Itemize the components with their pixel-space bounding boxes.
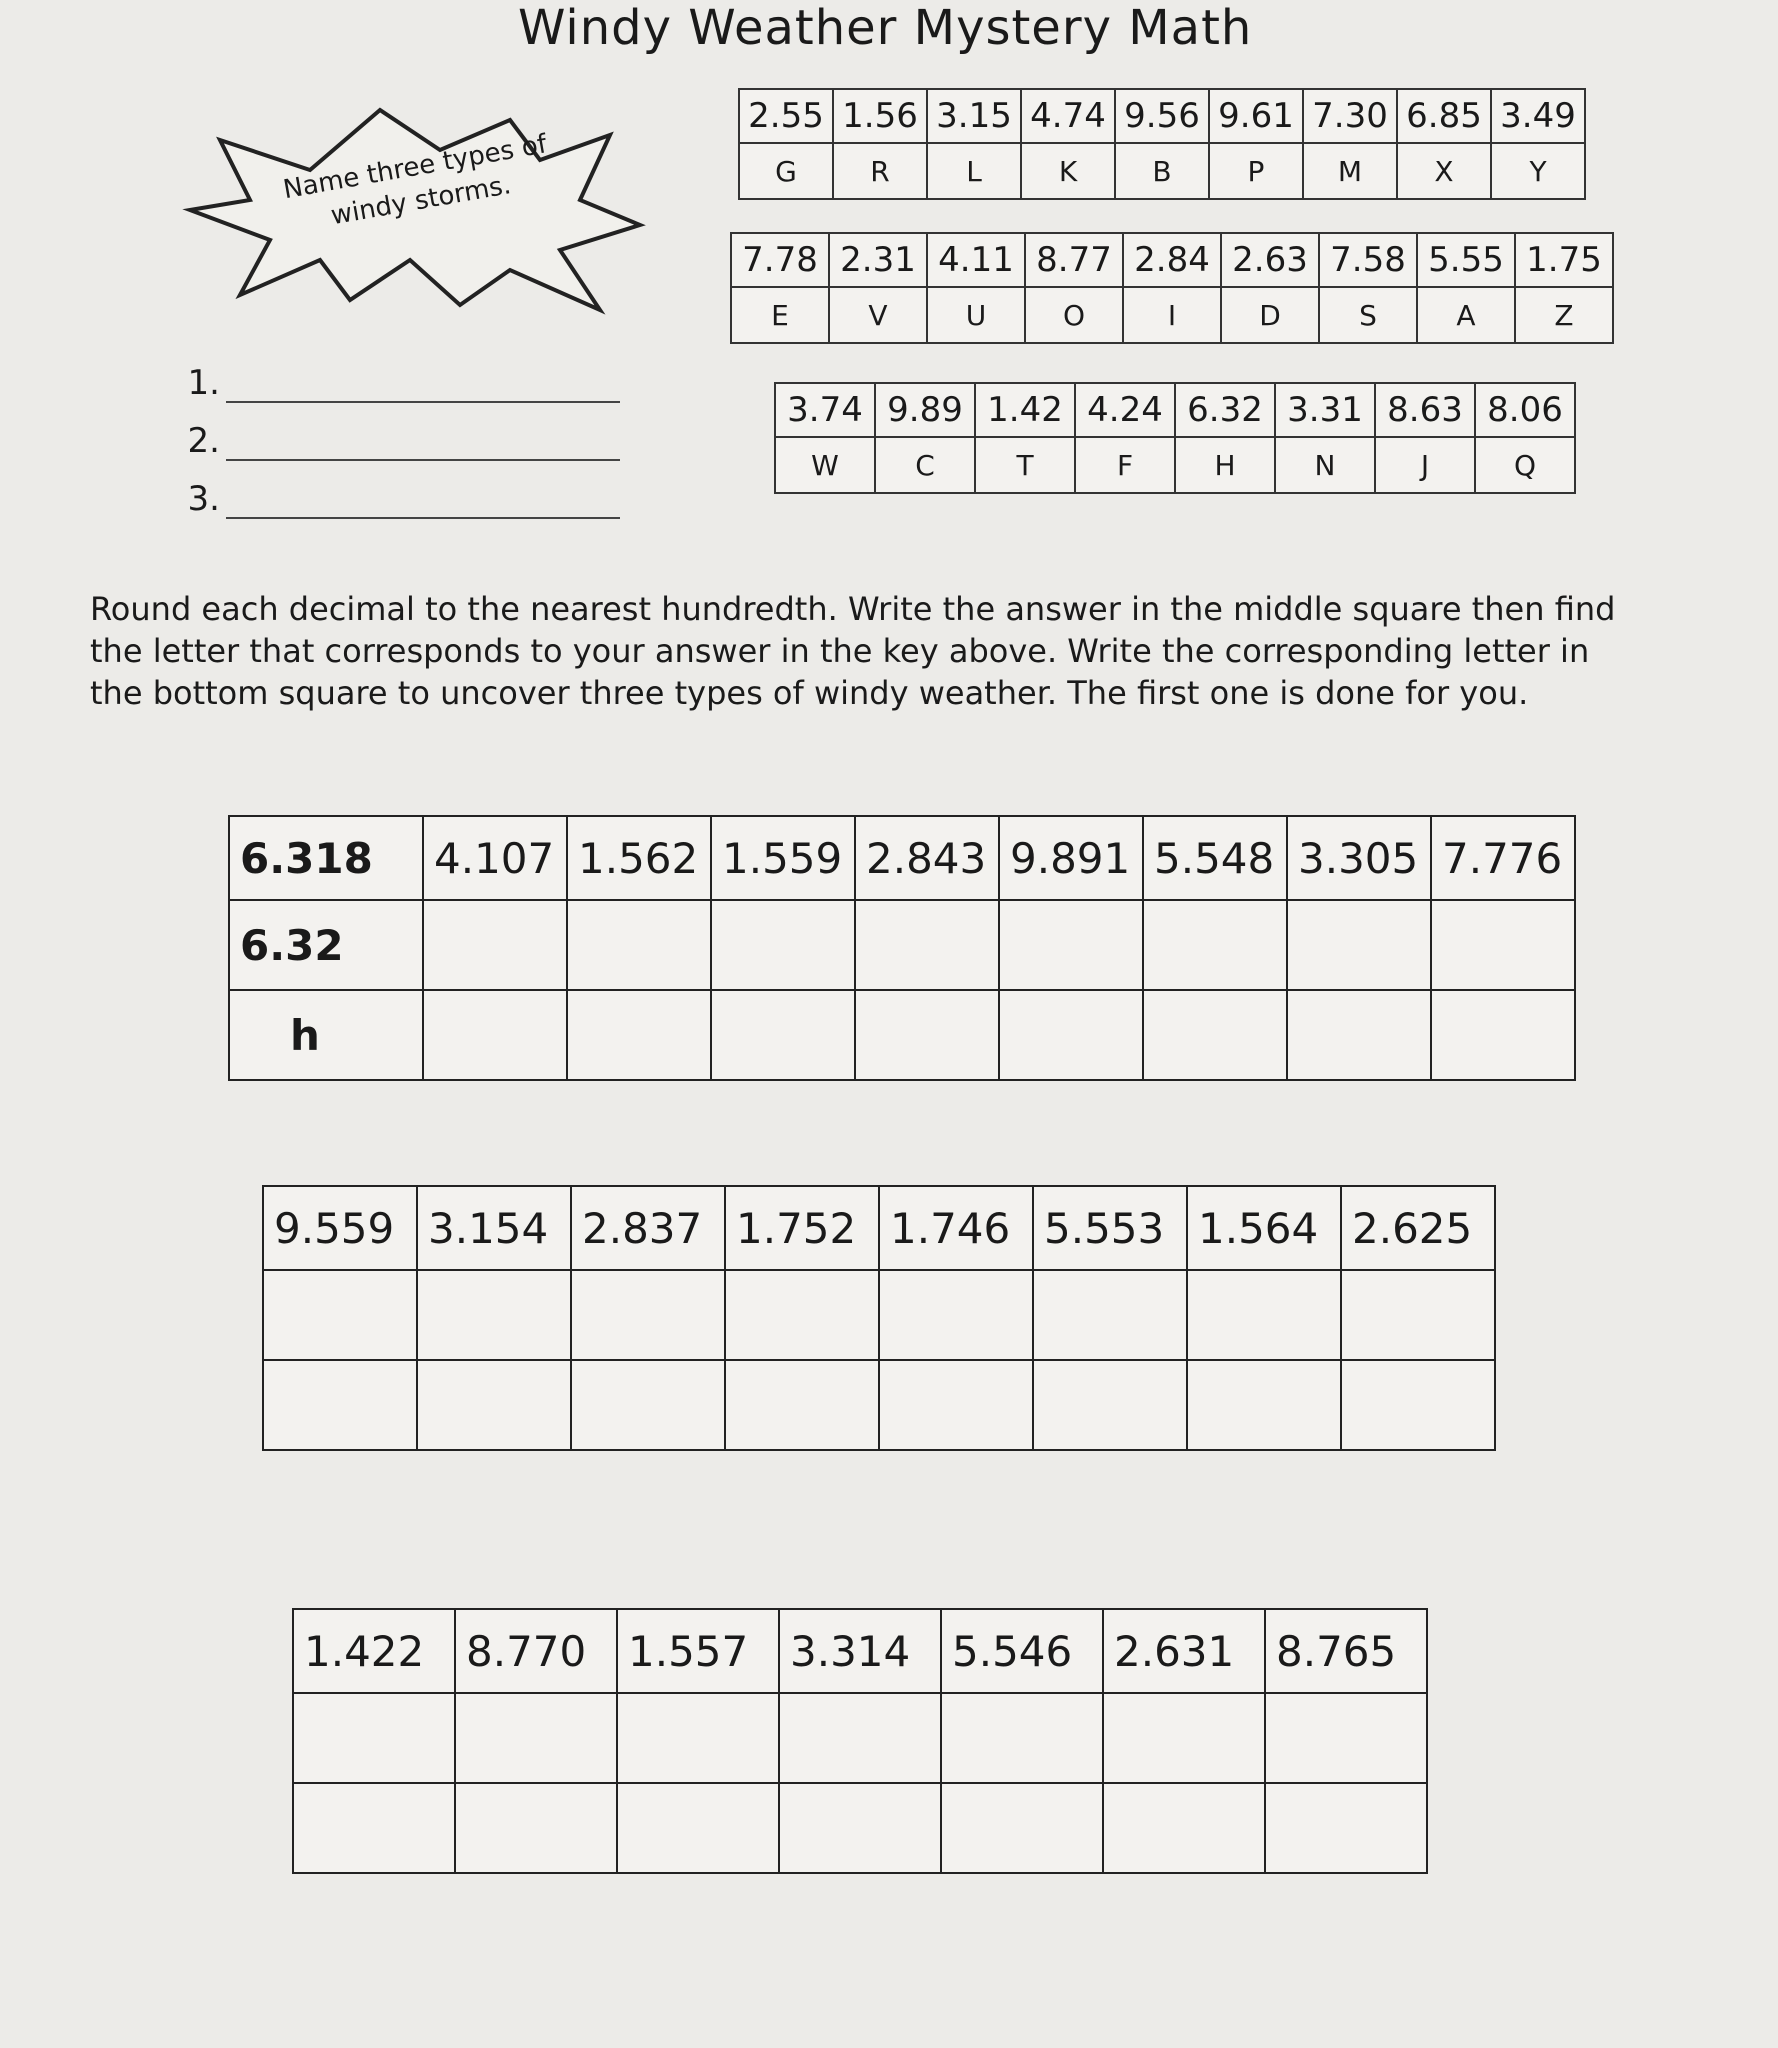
letter-cell[interactable] xyxy=(879,1360,1033,1450)
key-letter: U xyxy=(927,287,1025,343)
key-number: 8.77 xyxy=(1025,233,1123,287)
decimal-cell: 1.562 xyxy=(567,816,711,900)
key-letter: I xyxy=(1123,287,1221,343)
decimal-cell: 2.843 xyxy=(855,816,999,900)
key-number: 9.61 xyxy=(1209,89,1303,143)
rounded-cell[interactable] xyxy=(1341,1270,1495,1360)
decimal-cell: 4.107 xyxy=(423,816,567,900)
rounded-cell[interactable] xyxy=(1431,900,1575,990)
letter-cell[interactable] xyxy=(1341,1360,1495,1450)
rounded-row xyxy=(229,900,1575,990)
key-number: 6.32 xyxy=(1175,383,1275,437)
key-number: 7.30 xyxy=(1303,89,1397,143)
decimal-cell: 3.305 xyxy=(1287,816,1431,900)
key-letter: T xyxy=(975,437,1075,493)
key-number: 3.74 xyxy=(775,383,875,437)
letter-cell[interactable] xyxy=(725,1360,879,1450)
key-number: 2.55 xyxy=(739,89,833,143)
key-letter-row xyxy=(731,287,1613,343)
letter-cell[interactable] xyxy=(423,990,567,1080)
rounded-cell[interactable] xyxy=(1187,1270,1341,1360)
decimal-cell: 5.546 xyxy=(941,1609,1103,1693)
key-number: 4.24 xyxy=(1075,383,1175,437)
answer-number: 1. xyxy=(187,363,220,403)
page-title: Windy Weather Mystery Math xyxy=(518,0,1253,56)
answer-number: 2. xyxy=(187,421,220,461)
key-number: 8.06 xyxy=(1475,383,1575,437)
key-number: 4.74 xyxy=(1021,89,1115,143)
decimal-cell: 1.557 xyxy=(617,1609,779,1693)
key-number: 2.84 xyxy=(1123,233,1221,287)
key-letter: Y xyxy=(1491,143,1585,199)
rounded-row xyxy=(263,1270,1495,1360)
key-letter: D xyxy=(1221,287,1319,343)
answer-blank-1[interactable] xyxy=(226,365,620,403)
key-table-3 xyxy=(774,382,1576,494)
rounded-row xyxy=(293,1693,1427,1783)
key-number: 2.63 xyxy=(1221,233,1319,287)
key-letter: B xyxy=(1115,143,1209,199)
rounded-cell[interactable]: 6.32 xyxy=(229,900,423,990)
rounded-cell[interactable] xyxy=(711,900,855,990)
puzzle-grid-3 xyxy=(292,1608,1428,1874)
rounded-cell[interactable] xyxy=(455,1693,617,1783)
decimal-cell: 7.776 xyxy=(1431,816,1575,900)
letter-cell[interactable] xyxy=(417,1360,571,1450)
key-letter: S xyxy=(1319,287,1417,343)
letter-cell[interactable] xyxy=(941,1783,1103,1873)
rounded-cell[interactable] xyxy=(263,1270,417,1360)
decimal-cell: 9.559 xyxy=(263,1186,417,1270)
rounded-cell[interactable] xyxy=(417,1270,571,1360)
letter-row xyxy=(263,1360,1495,1450)
key-number: 3.15 xyxy=(927,89,1021,143)
rounded-cell[interactable] xyxy=(1033,1270,1187,1360)
rounded-cell[interactable] xyxy=(293,1693,455,1783)
key-number: 3.31 xyxy=(1275,383,1375,437)
key-letter-row xyxy=(739,143,1585,199)
key-letter: M xyxy=(1303,143,1397,199)
letter-cell[interactable] xyxy=(1143,990,1287,1080)
key-number: 2.31 xyxy=(829,233,927,287)
key-number: 7.78 xyxy=(731,233,829,287)
letter-cell[interactable] xyxy=(617,1783,779,1873)
rounded-cell[interactable] xyxy=(725,1270,879,1360)
rounded-cell[interactable] xyxy=(617,1693,779,1783)
answer-blank-2[interactable] xyxy=(226,423,620,461)
rounded-cell[interactable] xyxy=(855,900,999,990)
key-number: 1.42 xyxy=(975,383,1075,437)
decimal-cell: 3.314 xyxy=(779,1609,941,1693)
key-letter: P xyxy=(1209,143,1303,199)
decimal-cell: 5.553 xyxy=(1033,1186,1187,1270)
rounded-cell[interactable] xyxy=(567,900,711,990)
letter-cell[interactable] xyxy=(567,990,711,1080)
decimal-cell: 8.770 xyxy=(455,1609,617,1693)
key-number: 7.58 xyxy=(1319,233,1417,287)
key-letter: C xyxy=(875,437,975,493)
key-letter: V xyxy=(829,287,927,343)
key-letter: N xyxy=(1275,437,1375,493)
letter-cell[interactable] xyxy=(1187,1360,1341,1450)
decimal-cell: 8.765 xyxy=(1265,1609,1427,1693)
decimal-cell: 2.631 xyxy=(1103,1609,1265,1693)
key-letter: F xyxy=(1075,437,1175,493)
answer-blank-3[interactable] xyxy=(226,481,620,519)
decimal-cell: 9.891 xyxy=(999,816,1143,900)
letter-cell[interactable] xyxy=(779,1783,941,1873)
decimal-cell: 6.318 xyxy=(229,816,423,900)
letter-cell[interactable]: h xyxy=(229,990,423,1080)
key-letter: L xyxy=(927,143,1021,199)
decimal-cell: 1.564 xyxy=(1187,1186,1341,1270)
rounded-cell[interactable] xyxy=(879,1270,1033,1360)
letter-cell[interactable] xyxy=(855,990,999,1080)
rounded-cell[interactable] xyxy=(779,1693,941,1783)
decimal-cell: 1.559 xyxy=(711,816,855,900)
letter-cell[interactable] xyxy=(263,1360,417,1450)
decimal-cell: 5.548 xyxy=(1143,816,1287,900)
key-letter: A xyxy=(1417,287,1515,343)
key-number: 3.49 xyxy=(1491,89,1585,143)
decimal-cell: 1.752 xyxy=(725,1186,879,1270)
puzzle-grid-2 xyxy=(262,1185,1496,1451)
key-number: 5.55 xyxy=(1417,233,1515,287)
key-table-1 xyxy=(738,88,1586,200)
key-letter: J xyxy=(1375,437,1475,493)
key-letter: Q xyxy=(1475,437,1575,493)
letter-cell[interactable] xyxy=(711,990,855,1080)
rounded-cell[interactable] xyxy=(999,900,1143,990)
letter-cell[interactable] xyxy=(1265,1783,1427,1873)
key-letter: X xyxy=(1397,143,1491,199)
key-number-row xyxy=(731,233,1613,287)
key-number: 9.89 xyxy=(875,383,975,437)
answer-number: 3. xyxy=(187,479,220,519)
rounded-cell[interactable] xyxy=(1103,1693,1265,1783)
letter-cell[interactable] xyxy=(1103,1783,1265,1873)
answer-lines xyxy=(160,345,620,519)
letter-cell[interactable] xyxy=(1287,990,1431,1080)
instructions: Round each decimal to the nearest hundredth. Write the answer in the middle square then find the letter that corresponds to your answer in the key above. Write the corresponding letter in the bottom square to uncover three types of windy weather. The first one is done for you. xyxy=(90,590,1616,712)
key-letter: G xyxy=(739,143,833,199)
letter-cell[interactable] xyxy=(571,1360,725,1450)
key-number: 1.75 xyxy=(1515,233,1613,287)
key-letter: K xyxy=(1021,143,1115,199)
letter-cell[interactable] xyxy=(999,990,1143,1080)
decimal-cell: 2.625 xyxy=(1341,1186,1495,1270)
answer-row-3 xyxy=(160,461,620,519)
rounded-cell[interactable] xyxy=(941,1693,1103,1783)
letter-cell[interactable] xyxy=(1431,990,1575,1080)
key-letter: E xyxy=(731,287,829,343)
decimal-cell: 3.154 xyxy=(417,1186,571,1270)
key-number: 9.56 xyxy=(1115,89,1209,143)
key-letter: Z xyxy=(1515,287,1613,343)
letter-row xyxy=(293,1783,1427,1873)
letter-cell[interactable] xyxy=(293,1783,455,1873)
key-letter: H xyxy=(1175,437,1275,493)
key-letter-row xyxy=(775,437,1575,493)
burst-prompt: Name three types of windy storms. xyxy=(280,129,550,232)
key-table-2 xyxy=(730,232,1614,344)
rounded-cell[interactable] xyxy=(1143,900,1287,990)
decimal-cell: 1.422 xyxy=(293,1609,455,1693)
rounded-cell[interactable] xyxy=(571,1270,725,1360)
answer-row-1 xyxy=(160,345,620,403)
key-number: 1.56 xyxy=(833,89,927,143)
rounded-cell[interactable] xyxy=(1265,1693,1427,1783)
letter-cell[interactable] xyxy=(455,1783,617,1873)
key-number-row xyxy=(739,89,1585,143)
key-letter: O xyxy=(1025,287,1123,343)
letter-cell[interactable] xyxy=(1033,1360,1187,1450)
rounded-cell[interactable] xyxy=(1287,900,1431,990)
key-number-row xyxy=(775,383,1575,437)
decimal-cell: 2.837 xyxy=(571,1186,725,1270)
key-number: 8.63 xyxy=(1375,383,1475,437)
answer-row-2 xyxy=(160,403,620,461)
decimal-cell: 1.746 xyxy=(879,1186,1033,1270)
decimal-row xyxy=(263,1186,1495,1270)
puzzle-grid-1 xyxy=(228,815,1576,1081)
key-letter: R xyxy=(833,143,927,199)
letter-row xyxy=(229,990,1575,1080)
decimal-row xyxy=(229,816,1575,900)
key-number: 4.11 xyxy=(927,233,1025,287)
rounded-cell[interactable] xyxy=(423,900,567,990)
decimal-row xyxy=(293,1609,1427,1693)
key-letter: W xyxy=(775,437,875,493)
key-number: 6.85 xyxy=(1397,89,1491,143)
